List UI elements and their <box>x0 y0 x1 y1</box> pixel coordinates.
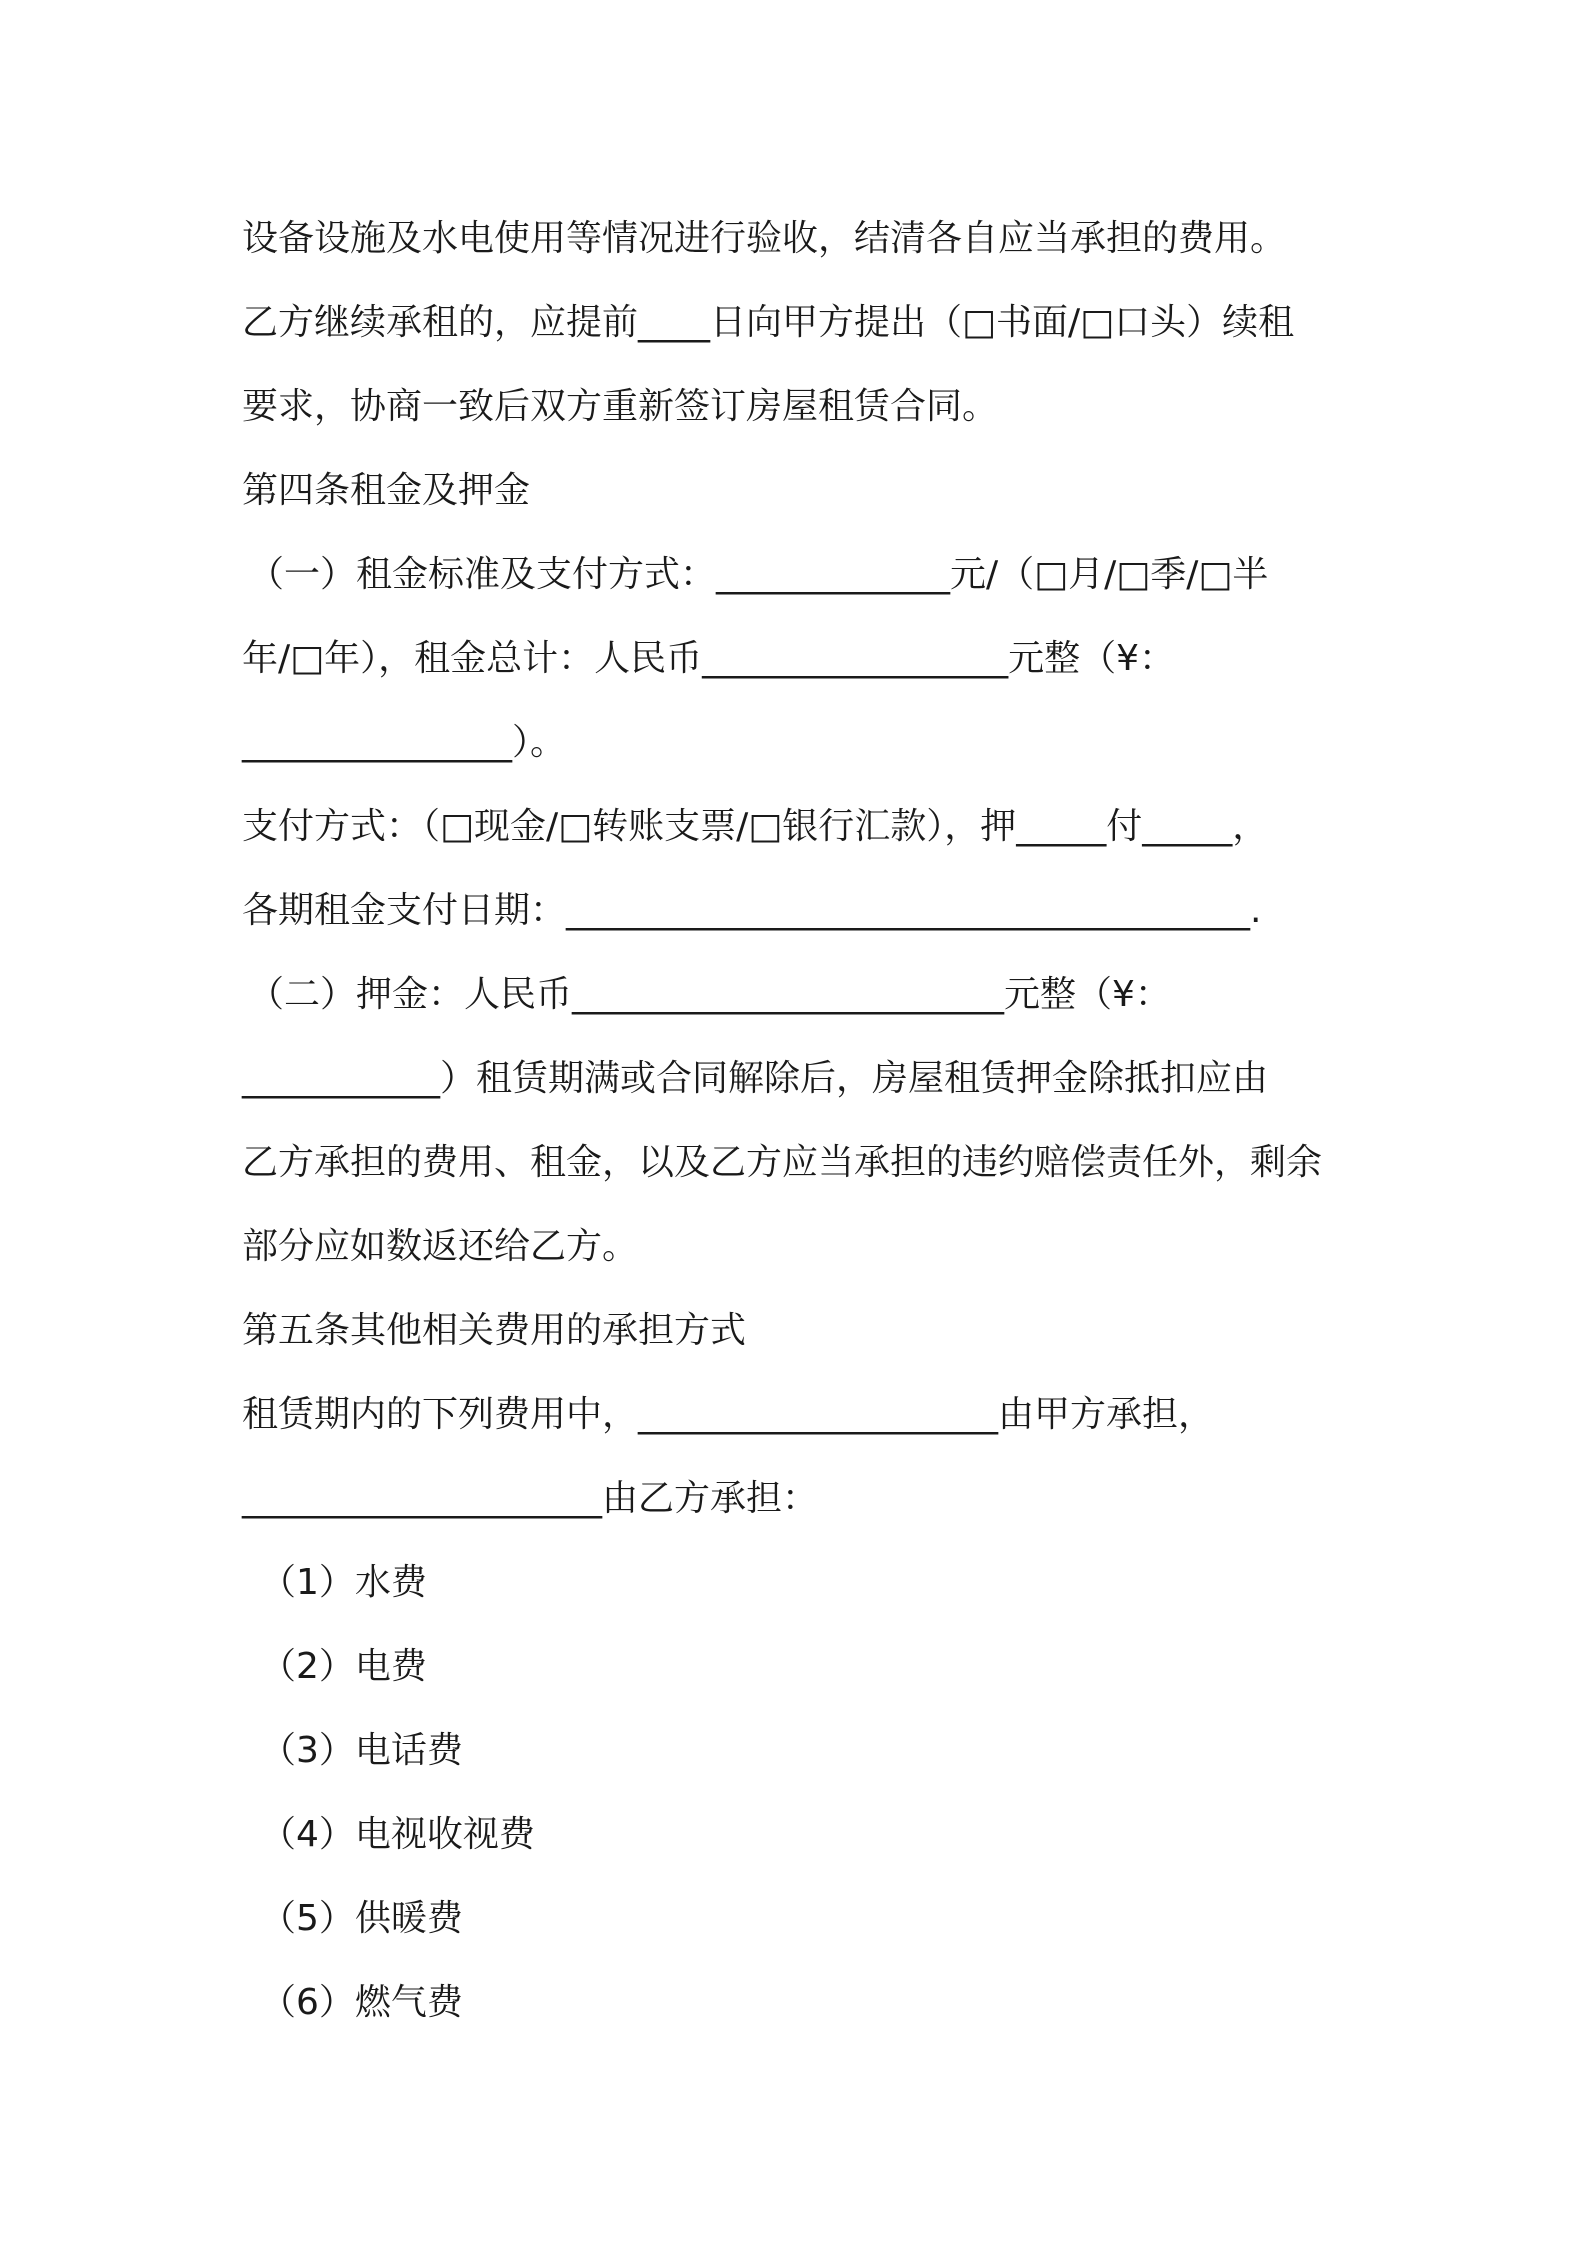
paragraph-line: （二）押金：人民币________________________元整（¥： <box>248 974 1171 1015</box>
paragraph-line: （一）租金标准及支付方式：_____________元/（□月/□季/□半 <box>248 554 1269 595</box>
list-item: （2）电费 <box>260 1646 427 1687</box>
section-heading-article-5: 第五条其他相关费用的承担方式 <box>242 1310 747 1351</box>
paragraph-line: 年/□年），租金总计：人民币_________________元整（¥： <box>242 638 1176 679</box>
document-body <box>242 197 1362 2045</box>
paragraph-line: ____________________由乙方承担： <box>242 1478 819 1519</box>
paragraph-line: 部分应如数返还给乙方。 <box>242 1226 639 1267</box>
paragraph-line: 设备设施及水电使用等情况进行验收，结清各自应当承担的费用。 <box>242 218 1287 259</box>
list-item: （6）燃气费 <box>260 1982 463 2023</box>
paragraph-line: 乙方继续承租的，应提前____日向甲方提出（□书面/□口头）续租 <box>242 302 1295 343</box>
section-heading-article-4: 第四条租金及押金 <box>242 470 531 511</box>
paragraph-line: ___________）租赁期满或合同解除后，房屋租赁押金除抵扣应由 <box>242 1058 1269 1099</box>
paragraph-line: 租赁期内的下列费用中，____________________由甲方承担， <box>242 1394 1215 1435</box>
paragraph-line: 各期租金支付日期：______________________________________. <box>242 890 1262 931</box>
paragraph-line: 乙方承担的费用、租金，以及乙方应当承担的违约赔偿责任外，剩余 <box>242 1142 1323 1183</box>
list-item: （1）水费 <box>260 1562 427 1603</box>
list-item: （3）电话费 <box>260 1730 463 1771</box>
list-item: （5）供暖费 <box>260 1898 463 1939</box>
paragraph-line: 支付方式：（□现金/□转账支票/□银行汇款），押_____付_____， <box>242 806 1269 847</box>
paragraph-line: 要求，协商一致后双方重新签订房屋租赁合同。 <box>242 386 999 427</box>
paragraph-line: _______________）。 <box>242 722 567 763</box>
list-item: （4）电视收视费 <box>260 1814 535 1855</box>
